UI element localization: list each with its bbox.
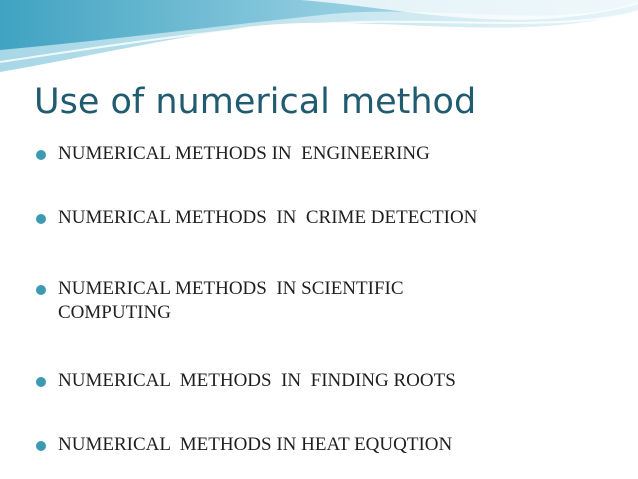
bullet-text: NUMERICAL METHODS IN FINDING ROOTS	[58, 370, 456, 391]
bullet-marker-icon	[36, 441, 46, 451]
bullet-text: NUMERICAL METHODS IN CRIME DETECTION	[58, 207, 478, 228]
bullet-text: NUMERICAL METHODS IN HEAT EQUQTION	[58, 434, 453, 455]
bullet-item-heat-equation	[36, 433, 596, 457]
bullet-marker-icon	[36, 214, 46, 224]
bullet-item-finding-roots	[36, 369, 596, 393]
slide-title: Use of numerical method	[34, 82, 477, 122]
bullet-marker-icon	[36, 150, 46, 160]
bullet-item-scientific-computing	[36, 277, 596, 325]
bullet-marker-icon	[36, 285, 46, 295]
bullet-text: NUMERICAL METHODS IN SCIENTIFIC COMPUTING	[58, 278, 404, 323]
bullet-text: NUMERICAL METHODS IN ENGINEERING	[58, 143, 430, 164]
bullet-item-crime-detection	[36, 206, 596, 230]
bullet-item-engineering	[36, 142, 596, 166]
bullet-marker-icon	[36, 377, 46, 387]
